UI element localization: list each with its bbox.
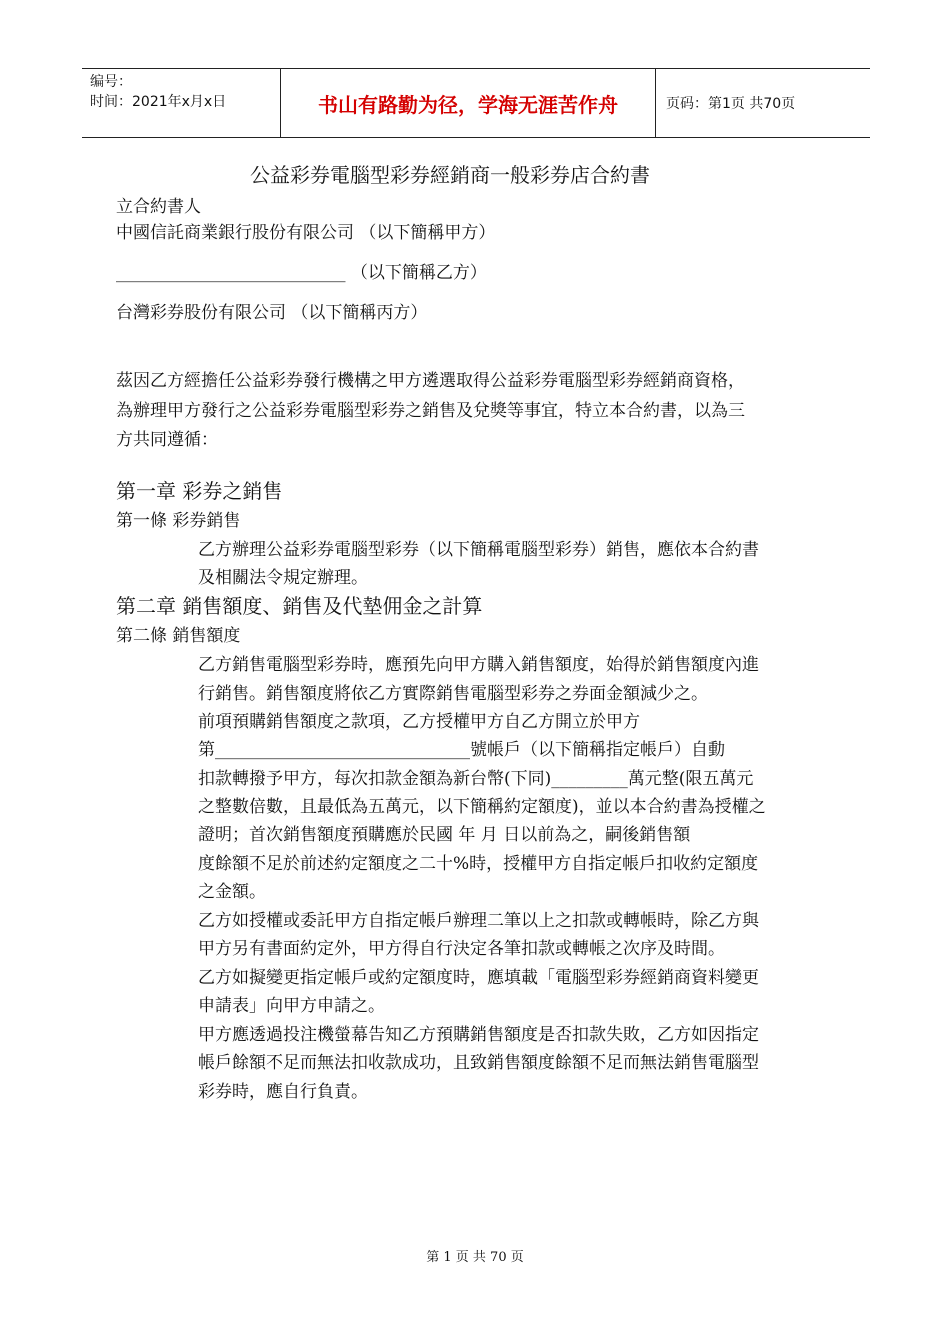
article-1-line: 乙方辦理公益彩券電腦型彩券（以下簡稱電腦型彩券）銷售，應依本合約書 — [198, 540, 759, 560]
parties-heading: 立合約書人 — [116, 197, 201, 217]
article-2-line: 度餘額不足於前述約定額度之二十%時，授權甲方自指定帳戶扣收約定額度 — [198, 854, 759, 874]
article-2-line: 彩券時，應自行負責。 — [198, 1082, 368, 1102]
article-2-line: 乙方銷售電腦型彩券時，應預先向甲方購入銷售額度，始得於銷售額度內進 — [198, 655, 759, 675]
article-2-line: 申請表」向甲方申請之。 — [198, 996, 385, 1016]
chapter-2-heading: 第二章 銷售額度、銷售及代墊佣金之計算 — [116, 594, 483, 618]
article-2-heading: 第二條 銷售額度 — [116, 626, 241, 646]
date-label: 时间：2021年x月x日 — [90, 94, 227, 110]
header-left-cell — [82, 69, 281, 137]
document-title: 公益彩券電腦型彩券經銷商一般彩券店合約書 — [250, 163, 650, 187]
party-c: 台灣彩券股份有限公司 （以下簡稱丙方） — [116, 303, 428, 323]
page-label: 页码：第1页 共70页 — [666, 96, 796, 112]
article-2-line: 第______________________________號帳戶（以下簡稱指定帳戶）自動 — [198, 740, 725, 760]
article-2-line: 帳戶餘額不足而無法扣收款成功，且致銷售額度餘額不足而無法銷售電腦型 — [198, 1053, 759, 1073]
article-2-line: 之金額。 — [198, 882, 266, 902]
article-2-line: 前項預購銷售額度之款項，乙方授權甲方自乙方開立於甲方 — [198, 712, 640, 732]
slogan: 书山有路勤为径，学海无涯苦作舟 — [281, 69, 656, 137]
article-1-heading: 第一條 彩券銷售 — [116, 511, 241, 531]
page-footer: 第 1 页 共 70 页 — [426, 1250, 524, 1265]
number-label: 编号： — [90, 74, 132, 90]
article-2-line: 乙方如授權或委託甲方自指定帳戶辦理二筆以上之扣款或轉帳時，除乙方與 — [198, 911, 759, 931]
intro-line: 為辦理甲方發行之公益彩券電腦型彩券之銷售及兌獎等事宜，特立本合約書，以為三 — [116, 401, 745, 421]
party-b: ___________________________ （以下簡稱乙方） — [116, 263, 487, 283]
article-2-line: 甲方另有書面約定外，甲方得自行決定各筆扣款或轉帳之次序及時間。 — [198, 939, 725, 959]
intro-line: 茲因乙方經擔任公益彩券發行機構之甲方遴選取得公益彩券電腦型彩券經銷商資格， — [116, 371, 745, 391]
article-2-line: 扣款轉撥予甲方，每次扣款金額為新台幣(下同)_________萬元整(限五萬元 — [198, 769, 754, 789]
header-table — [82, 68, 870, 138]
article-2-line: 之整數倍數，且最低為五萬元，以下簡稱約定額度)，並以本合約書為授權之 — [198, 797, 766, 817]
article-2-line: 行銷售。銷售額度將依乙方實際銷售電腦型彩券之券面金額減少之。 — [198, 684, 708, 704]
article-2-line: 乙方如擬變更指定帳戶或約定額度時，應填載「電腦型彩券經銷商資料變更 — [198, 968, 759, 988]
chapter-1-heading: 第一章 彩券之銷售 — [116, 479, 283, 503]
article-2-line: 甲方應透過投注機螢幕告知乙方預購銷售額度是否扣款失敗，乙方如因指定 — [198, 1025, 759, 1045]
party-a: 中國信託商業銀行股份有限公司 （以下簡稱甲方） — [116, 223, 496, 243]
article-1-line: 及相關法令規定辦理。 — [198, 568, 368, 588]
intro-line: 方共同遵循： — [116, 430, 218, 450]
article-2-line: 證明；首次銷售額度預購應於民國 年 月 日以前為之，嗣後銷售額 — [198, 825, 691, 845]
